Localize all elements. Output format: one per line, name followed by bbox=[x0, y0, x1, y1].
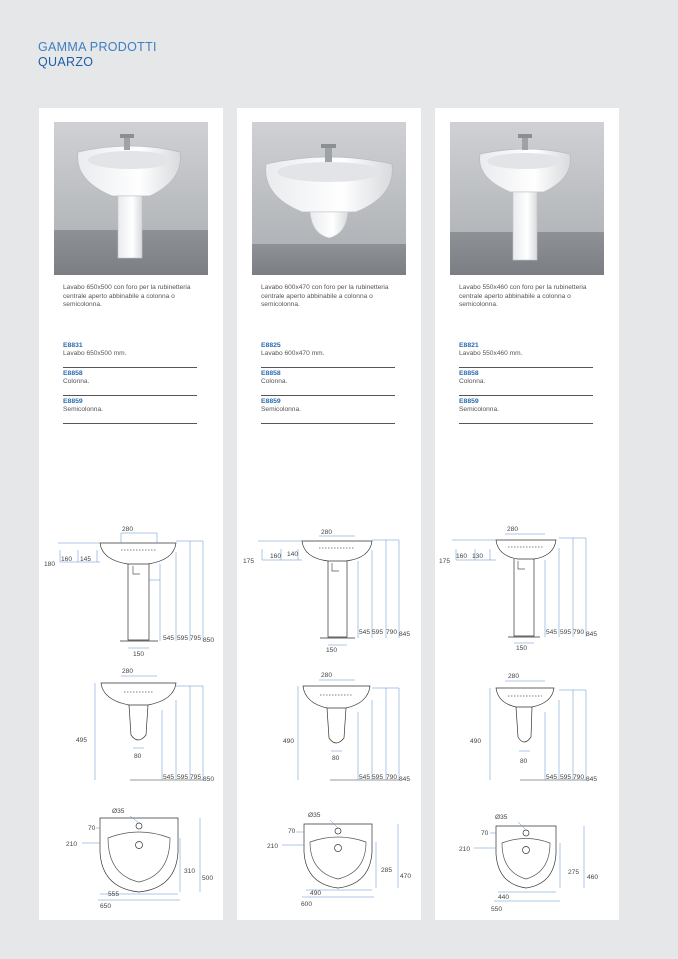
dim-label: 790 bbox=[573, 629, 585, 636]
dim-label: 595 bbox=[560, 629, 572, 636]
front-elevation-drawing bbox=[302, 541, 372, 638]
dim-label: 495 bbox=[76, 737, 88, 744]
top-view-drawing bbox=[304, 824, 372, 888]
dim-label: 150 bbox=[326, 647, 338, 654]
dim-label: 795 bbox=[190, 774, 202, 781]
dim-label: 545 bbox=[359, 774, 371, 781]
dim-label: 150 bbox=[133, 651, 145, 658]
dim-label: 545 bbox=[546, 774, 558, 781]
top-view-drawing bbox=[496, 826, 556, 888]
dim-label: 160 bbox=[456, 553, 468, 560]
dim-label: 275 bbox=[568, 869, 580, 876]
dim-label: 545 bbox=[546, 629, 558, 636]
dim-label: 595 bbox=[560, 774, 572, 781]
dim-label: 80 bbox=[332, 755, 340, 762]
top-view-drawing bbox=[100, 818, 178, 892]
product-code: E8858 bbox=[261, 370, 281, 377]
product-code: E8858 bbox=[459, 370, 479, 377]
dim-label: 280 bbox=[507, 526, 519, 533]
front-elevation-drawing bbox=[100, 543, 176, 641]
dim-label: 490 bbox=[283, 738, 295, 745]
product-description: Lavabo 650x500 con foro per la rubinetteria centrale aperto abbinabile a colonna o semicolonna. bbox=[63, 284, 191, 309]
semi-pedestal-drawing bbox=[303, 686, 370, 743]
dim-label: 210 bbox=[459, 846, 471, 853]
dim-label: 160 bbox=[270, 553, 282, 560]
dim-label: 600 bbox=[301, 901, 313, 908]
dim-label: 550 bbox=[491, 906, 503, 913]
dim-label: 845 bbox=[586, 631, 598, 638]
dim-label: 285 bbox=[381, 867, 393, 874]
dim-label: 440 bbox=[498, 894, 510, 901]
dim-label: 595 bbox=[177, 635, 189, 642]
dim-label: 545 bbox=[163, 635, 175, 642]
dim-label: 595 bbox=[177, 774, 189, 781]
dim-label: 845 bbox=[399, 631, 411, 638]
code-description: Lavabo 600x470 mm. bbox=[261, 350, 325, 357]
product-description: Lavabo 550x460 con foro per la rubinetteria centrale aperto abbinabile a colonna o semicolonna. bbox=[459, 284, 587, 309]
dim-label: 280 bbox=[508, 673, 520, 680]
product-code: E8831 bbox=[63, 342, 83, 349]
dim-label: 80 bbox=[134, 753, 142, 760]
dim-label: 280 bbox=[122, 668, 134, 675]
dim-label: 280 bbox=[122, 526, 134, 533]
dim-label: 790 bbox=[386, 774, 398, 781]
dim-label: 80 bbox=[520, 758, 528, 765]
dim-label: 850 bbox=[203, 776, 215, 783]
range-title: GAMMA PRODOTTI bbox=[38, 40, 157, 54]
product-code: E8859 bbox=[459, 398, 479, 405]
product-code: E8858 bbox=[63, 370, 83, 377]
product-code: E8825 bbox=[261, 342, 281, 349]
dim-label: 595 bbox=[372, 629, 384, 636]
code-description: Semicolonna. bbox=[459, 406, 499, 413]
dim-label: 470 bbox=[400, 873, 412, 880]
code-description: Semicolonna. bbox=[63, 406, 103, 413]
dim-label: 850 bbox=[203, 637, 215, 644]
dim-label: 310 bbox=[184, 868, 196, 875]
dim-label: 795 bbox=[190, 635, 202, 642]
product-code: E8859 bbox=[261, 398, 281, 405]
front-elevation-drawing bbox=[496, 540, 556, 637]
dim-label: 210 bbox=[66, 841, 78, 848]
dim-label: Ø35 bbox=[112, 808, 125, 815]
code-description: Colonna. bbox=[63, 378, 90, 385]
dim-label: 790 bbox=[386, 629, 398, 636]
dim-label: 845 bbox=[586, 776, 598, 783]
dim-label: 175 bbox=[439, 558, 451, 565]
semi-pedestal-drawing bbox=[101, 683, 176, 740]
product-code: E8821 bbox=[459, 342, 479, 349]
semi-pedestal-drawing bbox=[496, 688, 554, 742]
dim-label: 460 bbox=[587, 874, 599, 881]
dim-label: 545 bbox=[163, 774, 175, 781]
dim-label: 490 bbox=[470, 738, 482, 745]
dim-label: 160 bbox=[61, 556, 73, 563]
dim-label: 145 bbox=[80, 556, 92, 563]
product-description: Lavabo 600x470 con foro per la rubinetteria centrale aperto abbinabile a colonna o semicolonna. bbox=[261, 284, 389, 309]
dim-label: Ø35 bbox=[495, 814, 508, 821]
dim-label: Ø35 bbox=[308, 812, 321, 819]
dim-label: 490 bbox=[310, 890, 322, 897]
dim-label: 130 bbox=[472, 553, 484, 560]
dim-label: 280 bbox=[321, 529, 333, 536]
code-description: Colonna. bbox=[261, 378, 288, 385]
dim-label: 595 bbox=[372, 774, 384, 781]
dim-label: 650 bbox=[100, 903, 112, 910]
code-description: Semicolonna. bbox=[261, 406, 301, 413]
dim-label: 790 bbox=[573, 774, 585, 781]
dim-label: 845 bbox=[399, 776, 411, 783]
code-description: Lavabo 650x500 mm. bbox=[63, 350, 127, 357]
dim-label: 280 bbox=[321, 672, 333, 679]
code-description: Colonna. bbox=[459, 378, 486, 385]
dim-label: 210 bbox=[267, 843, 279, 850]
dim-label: 150 bbox=[516, 645, 528, 652]
dim-label: 545 bbox=[359, 629, 371, 636]
collection-name: QUARZO bbox=[38, 55, 94, 69]
dim-label: 70 bbox=[88, 825, 96, 832]
dim-label: 70 bbox=[481, 830, 489, 837]
dim-label: 175 bbox=[243, 558, 255, 565]
dim-label: 140 bbox=[287, 551, 299, 558]
dim-label: 555 bbox=[108, 891, 120, 898]
dim-label: 70 bbox=[288, 828, 296, 835]
code-description: Lavabo 550x460 mm. bbox=[459, 350, 523, 357]
dim-label: 500 bbox=[202, 875, 214, 882]
product-code: E8859 bbox=[63, 398, 83, 405]
dim-label: 180 bbox=[44, 561, 56, 568]
